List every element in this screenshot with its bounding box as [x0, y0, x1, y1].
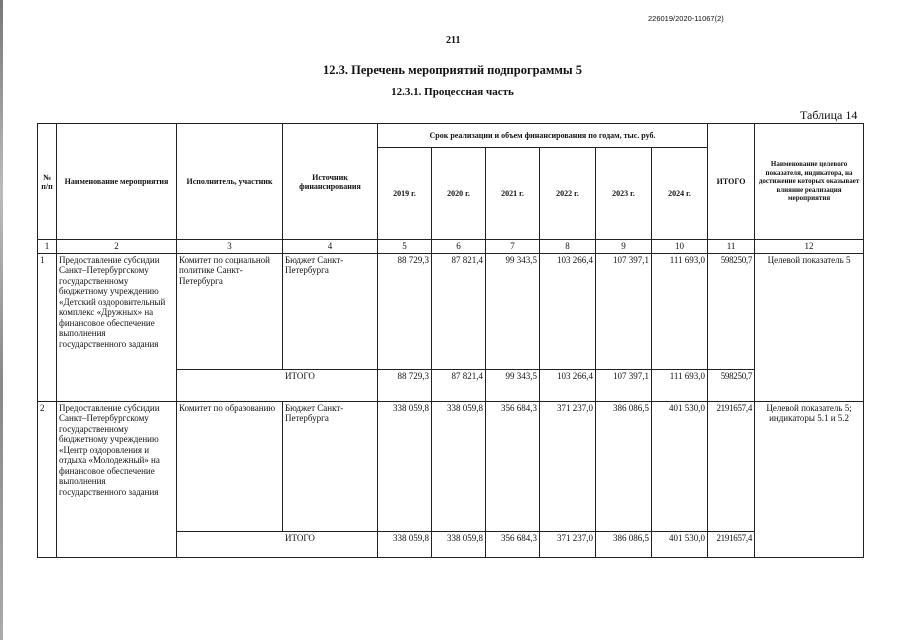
column-number-row	[38, 240, 864, 254]
column-number: 1	[38, 240, 57, 254]
column-number: 11	[708, 240, 755, 254]
row-value: 401 530,0	[652, 401, 708, 531]
itogo-label: ИТОГО	[177, 369, 378, 401]
column-number: 12	[755, 240, 864, 254]
row-total: 598250,7	[708, 253, 755, 369]
itogo-label: ИТОГО	[177, 531, 378, 557]
document-id: 226019/2020-11067(2)	[648, 14, 724, 23]
row-total: 2191657,4	[708, 401, 755, 531]
row-value: 386 086,5	[596, 401, 652, 531]
row-value: 87 821,4	[432, 253, 486, 369]
itogo-value: 111 693,0	[652, 369, 708, 401]
itogo-value: 371 237,0	[540, 531, 596, 557]
row-value: 338 059,8	[432, 401, 486, 531]
itogo-value: 99 343,5	[486, 369, 540, 401]
itogo-value: 356 684,3	[486, 531, 540, 557]
row-indicator: Целевой показатель 5; индикаторы 5.1 и 5.2	[755, 401, 864, 557]
section-title: 12.3. Перечень мероприятий подпрограммы 5	[322, 63, 583, 77]
header-row-1	[38, 124, 864, 148]
row-source: Бюджет Санкт-Петербурга	[283, 401, 378, 531]
header-source: Источник финансирования	[283, 124, 378, 240]
row-name: Предоставление субсидии Санкт–Петербургскому государственному бюджетному учреждению «Центр оздоровления и отдыха «Молодежный» на финансовое обеспечение выполнения государственного задания	[57, 401, 177, 557]
itogo-total: 598250,7	[708, 369, 755, 401]
row-value: 107 397,1	[596, 253, 652, 369]
itogo-total: 2191657,4	[708, 531, 755, 557]
row-value: 356 684,3	[486, 401, 540, 531]
row-indicator: Целевой показатель 5	[755, 253, 864, 401]
header-year: 2023 г.	[596, 148, 652, 240]
header-year: 2021 г.	[486, 148, 540, 240]
column-number: 8	[540, 240, 596, 254]
header-indicator: Наименование целевого показателя, индикатора, на достижение которых оказывает влияние реализация мероприятия	[755, 124, 864, 240]
row-num: 1	[38, 253, 57, 401]
row-source: Бюджет Санкт-Петербурга	[283, 253, 378, 369]
itogo-value: 401 530,0	[652, 531, 708, 557]
row-value: 103 266,4	[540, 253, 596, 369]
itogo-value: 338 059,8	[432, 531, 486, 557]
header-year: 2020 г.	[432, 148, 486, 240]
itogo-value: 87 821,4	[432, 369, 486, 401]
itogo-value: 338 059,8	[378, 531, 432, 557]
column-number: 9	[596, 240, 652, 254]
row-value: 371 237,0	[540, 401, 596, 531]
table-label: Таблица 14	[800, 108, 858, 122]
row-value: 338 059,8	[378, 401, 432, 531]
column-number: 6	[432, 240, 486, 254]
header-year: 2022 г.	[540, 148, 596, 240]
column-number: 10	[652, 240, 708, 254]
row-executor: Комитет по социальной политике Санкт-Петербурга	[177, 253, 283, 369]
table-row	[38, 401, 864, 531]
header-num: № п/п	[38, 124, 57, 240]
row-executor: Комитет по образованию	[177, 401, 283, 531]
itogo-value: 386 086,5	[596, 531, 652, 557]
column-number: 2	[57, 240, 177, 254]
header-executor: Исполнитель, участник	[177, 124, 283, 240]
itogo-value: 107 397,1	[596, 369, 652, 401]
row-value: 111 693,0	[652, 253, 708, 369]
row-num: 2	[38, 401, 57, 557]
table-row	[38, 253, 864, 369]
row-value: 88 729,3	[378, 253, 432, 369]
column-number: 7	[486, 240, 540, 254]
column-number: 3	[177, 240, 283, 254]
subsection-title: 12.3.1. Процессная часть	[391, 86, 514, 98]
column-number: 5	[378, 240, 432, 254]
header-name: Наименование мероприятия	[57, 124, 177, 240]
page-number: 211	[446, 35, 461, 46]
row-name: Предоставление субсидии Санкт–Петербургскому государственному бюджетному учреждению «Детский оздоровительный комплекс «Дружных» на финансовое обеспечение выполнения государственного задания	[57, 253, 177, 401]
column-number: 4	[283, 240, 378, 254]
header-period: Срок реализации и объем финансирования по годам, тыс. руб.	[378, 124, 708, 148]
measures-table	[37, 123, 864, 558]
itogo-value: 88 729,3	[378, 369, 432, 401]
header-total: ИТОГО	[708, 124, 755, 240]
header-year: 2019 г.	[378, 148, 432, 240]
itogo-value: 103 266,4	[540, 369, 596, 401]
header-year: 2024 г.	[652, 148, 708, 240]
row-value: 99 343,5	[486, 253, 540, 369]
